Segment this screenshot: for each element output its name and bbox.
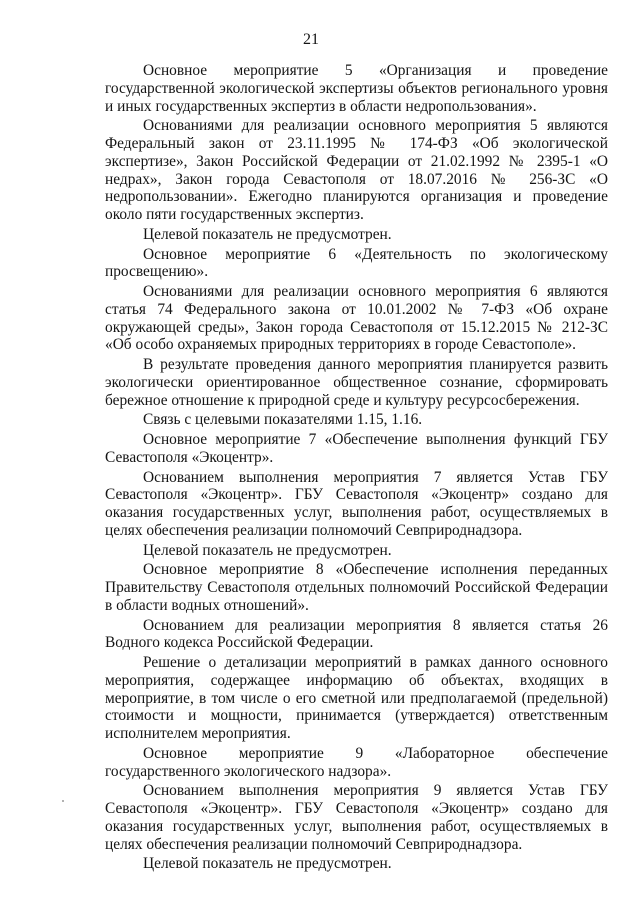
paragraph-measure-7-title: Основное мероприятие 7 «Обеспечение выполнения функций ГБУ Севастополя «Экоцентр». [105, 431, 608, 466]
paragraph-measure-7-indicator: Целевой показатель не предусмотрен. [143, 541, 392, 559]
paragraph-measure-5-indicator: Целевой показатель не предусмотрен. [143, 225, 392, 243]
paragraph-measure-9-indicator: Целевой показатель не предусмотрен. [143, 855, 392, 873]
paragraph-measure-7-basis: Основанием выполнения мероприятия 7 является Устав ГБУ Севастополя «Экоцентр». ГБУ Севастополя «Экоцентр» создано для оказания государственных услуг, выполнения работ, осуществляемых в целях обеспечения реализации полномочий Севприроднадзора. [105, 468, 608, 539]
paragraph-measure-6-title: Основное мероприятие 6 «Деятельность по экологическому просвещению». [105, 245, 608, 281]
paragraph-measure-8-detail: Решение о детализации мероприятий в рамках данного основного мероприятия, содержащее информацию об объектах, входящих в мероприятие, в том числе о его сметной или предполагаемой (предельной) стоимости и мощности, принимается (утверждается) ответственным исполнителем мероприятия. [105, 654, 608, 742]
paragraph-measure-6-indicators: Связь с целевыми показателями 1.15, 1.16. [143, 411, 423, 429]
page-number: 21 [303, 31, 319, 48]
scan-speck [62, 800, 64, 802]
document-body [105, 62, 608, 875]
paragraph-measure-9-basis: Основанием выполнения мероприятия 9 является Устав ГБУ Севастополя «Экоцентр». ГБУ Севастополя «Экоцентр» создано для оказания государственных услуг, выполнения работ, осуществляемых в целях обеспечения реализации полномочий Севприроднадзора. [105, 782, 608, 853]
paragraph-measure-8-title: Основное мероприятие 8 «Обеспечение исполнения переданных Правительству Севастополя отдельных полномочий Российской Федерации в области водных отношений». [105, 561, 608, 614]
paragraph-measure-5-basis: Основаниями для реализации основного мероприятия 5 являются Федеральный закон от 23.11.1995 № 174-ФЗ «Об экологической экспертизе», Закон Российской Федерации от 21.02.1992 № 2395-1 «О недрах», Закон города Севастополя от 18.07.2016 № 256-ЗС «О недропользовании». Ежегодно планируются организация и проведение около пяти государственных экспертиз. [105, 117, 608, 223]
paragraph-measure-9-title: Основное мероприятие 9 «Лабораторное обеспечение государственного экологического надзора». [105, 744, 608, 780]
paragraph-measure-8-basis: Основанием для реализации мероприятия 8 является статья 26 Водного кодекса Российской Федерации. [105, 616, 608, 652]
paragraph-measure-5-title: Основное мероприятие 5 «Организация и проведение государственной экологической экспертизы объектов регионального уровня и иных государственных экспертиз в области недропользования». [105, 62, 608, 115]
paragraph-measure-6-result: В результате проведения данного мероприятия планируется развить экологически ориентированное общественное сознание, сформировать бережное отношение к природной среде и культуру ресурсосбережения. [105, 356, 608, 409]
paragraph-measure-6-basis: Основаниями для реализации основного мероприятия 6 являются статья 74 Федерального закона от 10.01.2002 № 7-ФЗ «Об охране окружающей среды», Закон города Севастополя от 15.12.2015 № 212-ЗС «Об особо охраняемых природных территориях в городе Севастополе». [105, 283, 608, 354]
